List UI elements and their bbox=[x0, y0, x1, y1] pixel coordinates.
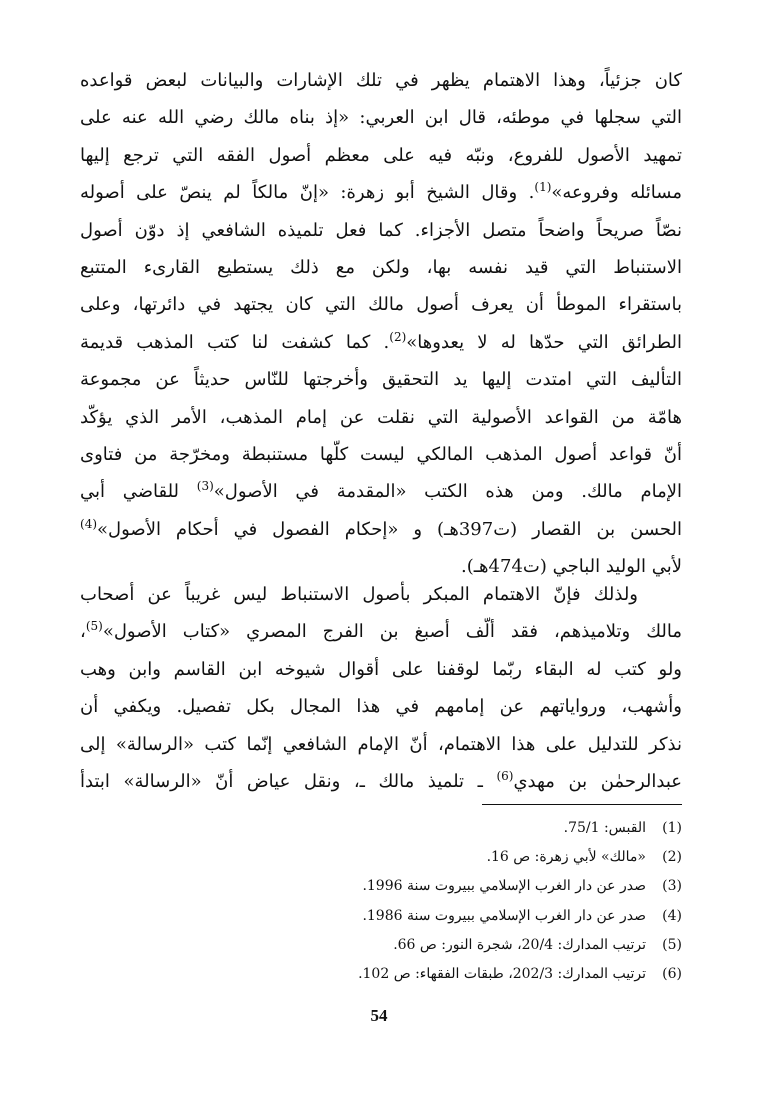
text-segment: ـ تلميذ مالك ـ، ونقل عياض أنّ «الرسالة» ابتدأ bbox=[80, 771, 497, 793]
text-line: ولذلك فإنّ الاهتمام المبكر بأصول الاستنباط ليس غريباً عن أصحاب bbox=[80, 584, 638, 605]
text-segment: الطرائق التي حدّها له لا يعدوها» bbox=[406, 331, 682, 353]
text-line bbox=[80, 763, 682, 800]
paragraph-1 bbox=[80, 62, 682, 586]
footnote-text: صدر عن دار الغرب الإسلامي ببيروت سنة 1996. bbox=[362, 878, 646, 895]
text-line: كان جزئياً، وهذا الاهتمام يظهر في تلك الإشارات والبيانات لبعض قواعده bbox=[80, 70, 682, 91]
page-number: 54 bbox=[370, 1006, 388, 1025]
text-segment: عبدالرحمٰن بن مهدي bbox=[513, 771, 682, 793]
footnote-text: ترتيب المدارك: 20/4، شجرة النور: ص 66. bbox=[393, 936, 646, 953]
text-line: باستقراء الموطأ أن يعرف أصول مالك التي كان يجتهد في دائرتها، وعلى bbox=[80, 294, 682, 316]
footnote-mark-6: (6) bbox=[496, 769, 514, 784]
text-line: نذكر للتدليل على هذا الاهتمام، أنّ الإمام الشافعي إنّما كتب «الرسالة» إلى bbox=[80, 733, 682, 755]
footnote-item bbox=[120, 814, 682, 843]
text-line: الاستنباط التي قيد نفسه بها، ولكن مع ذلك يستطيع القارىء المتتبع bbox=[80, 257, 682, 279]
text-line bbox=[80, 324, 682, 361]
paragraph-2 bbox=[80, 576, 682, 800]
footnote-number: (1) bbox=[662, 820, 682, 836]
text-line: نصّاً صريحاً واضحاً متصل الأجزاء. كما فعل تلميذه الشافعي إذ دوّن أصول bbox=[80, 219, 682, 241]
footnote-text: ترتيب المدارك: 202/3، طبقات الفقهاء: ص 102. bbox=[358, 966, 646, 983]
text-segment: مالك وتلاميذهم، فقد ألّف أصبغ بن الفرج المصري «كتاب الأصول» bbox=[102, 621, 682, 643]
text-line bbox=[80, 174, 682, 211]
text-segment: الحسن بن القصار (ت397هـ) و «إحكام الفصول في أحكام الأصول» bbox=[97, 518, 682, 540]
text-segment: . وقال الشيخ أبو زهرة: «إنّ مالكاً لم ينصّ على أصوله bbox=[80, 182, 535, 204]
text-line: هامّة من القواعد الأصولية التي نقلت عن إمام المذهب، الأمر الذي يؤكّد bbox=[80, 406, 682, 428]
footnote-number: (6) bbox=[662, 966, 682, 983]
text-line bbox=[80, 473, 682, 510]
footnote-item bbox=[120, 902, 682, 931]
text-segment: مسائله وفروعه» bbox=[551, 182, 682, 204]
footnote-text: القبس: 75/1. bbox=[563, 820, 646, 836]
text-line: التي سجلها في موطئه، قال ابن العربي: «إذ بناه مالك رضي الله عنه على bbox=[80, 107, 682, 129]
footnote-mark-4: (4) bbox=[80, 516, 98, 531]
footnotes-list bbox=[120, 814, 682, 989]
text-line bbox=[80, 613, 682, 650]
text-segment: الإمام مالك. ومن هذه الكتب «المقدمة في الأصول» bbox=[213, 481, 682, 503]
footnote-mark-1: (1) bbox=[534, 180, 552, 195]
footnote-text: «مالك» لأبي زهرة: ص 16. bbox=[486, 849, 646, 866]
text-line: تمهيد الأصول للفروع، ونبّه فيه على معظم أصول الفقه التي ترجع إليها bbox=[80, 144, 682, 166]
text-line: أنّ قواعد أصول المذهب المالكي ليست كلّها مستنبطة ومخرّجة من فتاوى bbox=[80, 444, 682, 466]
text-line: لأبي الوليد الباجي (ت474هـ). bbox=[461, 556, 682, 578]
footnote-mark-2: (2) bbox=[389, 329, 407, 344]
text-line: ولو كتب له البقاء ربّما لوقفنا على أقوال شيوخه ابن القاسم وابن وهب bbox=[80, 658, 682, 680]
footnote-number: (4) bbox=[662, 907, 682, 924]
footnote-item bbox=[120, 960, 682, 989]
footnote-text: صدر عن دار الغرب الإسلامي ببيروت سنة 1986. bbox=[362, 907, 646, 924]
footnote-separator bbox=[482, 804, 682, 805]
footnote-number: (5) bbox=[662, 936, 682, 953]
footnote-item bbox=[120, 843, 682, 872]
footnote-number: (2) bbox=[662, 849, 682, 866]
text-segment: . كما كشفت لنا كتب المذهب قديمة bbox=[80, 331, 390, 353]
text-segment: للقاضي أبي bbox=[80, 481, 197, 503]
footnote-number: (3) bbox=[662, 878, 682, 895]
footnote-item bbox=[120, 872, 682, 901]
text-segment: ، bbox=[80, 621, 86, 643]
text-line: وأشهب، ورواياتهم عن إمامهم في هذا المجال بكل تفصيل. ويكفي أن bbox=[80, 696, 682, 718]
text-line bbox=[80, 511, 682, 548]
footnote-mark-3: (3) bbox=[196, 479, 214, 494]
text-line: التأليف التي امتدت إليها يد التحقيق وأخرجتها للنّاس حديثاً عن مجموعة bbox=[80, 369, 682, 391]
footnote-mark-5: (5) bbox=[85, 619, 103, 634]
footnote-item bbox=[120, 931, 682, 960]
